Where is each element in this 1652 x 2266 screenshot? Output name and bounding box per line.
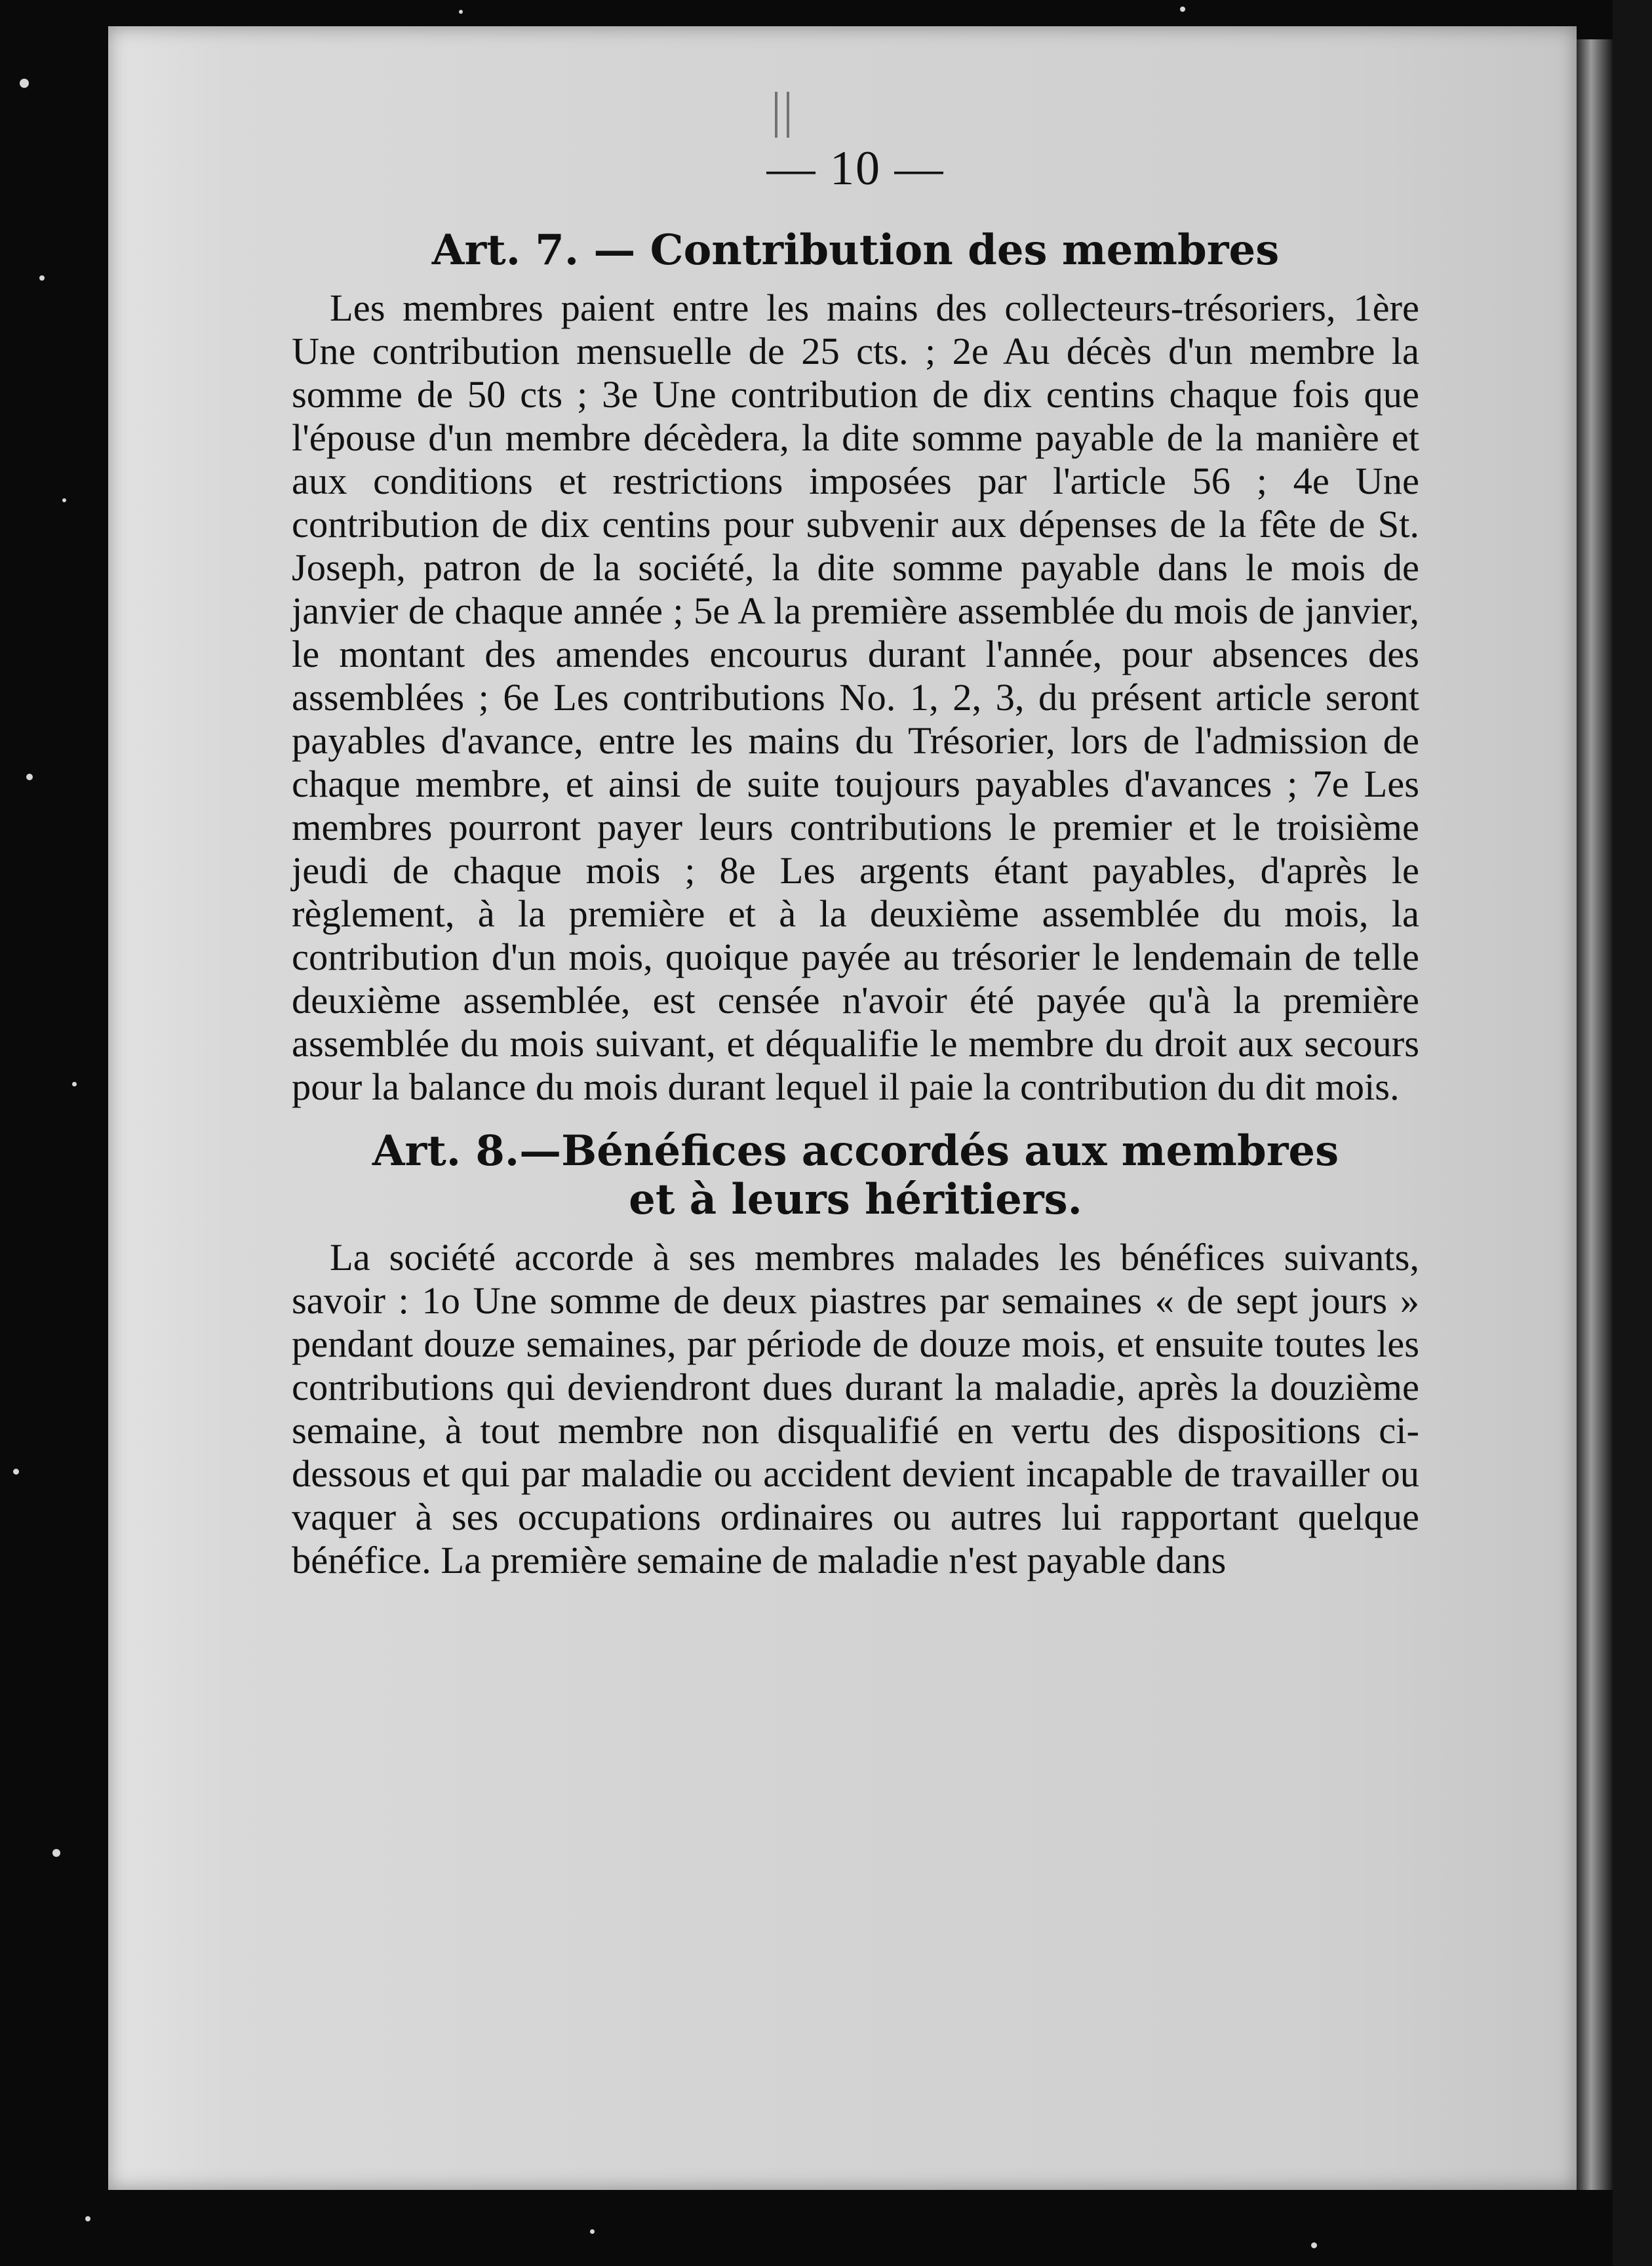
article-8-heading <box>292 1127 1419 1224</box>
article-8-heading-line-1: Art. 8.—Bénéfices accordés aux membres <box>372 1126 1339 1176</box>
scan-speck <box>1180 7 1185 12</box>
scan-speck <box>20 79 29 88</box>
scan-speck <box>39 275 45 281</box>
scan-speck <box>459 10 463 14</box>
scan-speck <box>72 1082 77 1086</box>
scan-border <box>1613 0 1652 2266</box>
page-content <box>292 141 1419 1600</box>
scan-speck <box>1311 2242 1317 2248</box>
page-number: — 10 — <box>766 142 945 195</box>
article-8-body: La société accorde à ses membres malades les bénéfices suivants, savoir : 1o Une somme de deux piastres par semaines « de sept jours » pendant douze semaines, par période de douze mois, et ensuite toutes les contributions qui deviendront dues durant la maladie, après la douzième semaine, à tout membre non disqualifié en vertu des dispositions ci-dessous et qui par maladie ou accident devient incapable de travailler ou vaquer à ses occupations ordinaires ou autres lui rapportant quelque bénéfice. La première semaine de maladie n'est payable dans <box>292 1236 1419 1581</box>
scan-speck <box>62 498 66 502</box>
fold-mark <box>775 92 789 138</box>
article-7-body: Les membres paient entre les mains des collecteurs-trésoriers, 1ère Une contribution mensuelle de 25 cts. ; 2e Au décès d'un membre la somme de 50 cts ; 3e Une contribution de dix centins chaque fois que l'épouse d'un membre décèdera, la dite somme payable de la manière et aux conditions et restrictions imposées par l'article 56 ; 4e Une contribution de dix centins pour subvenir aux dépenses de la fête de St. Joseph, patron de la société, la dite somme payable dans le mois de janvier de chaque année ; 5e A la première assemblée du mois de janvier, le montant des amendes encourus durant l'année, pour absences des assemblées ; 6e Les contributions No. 1, 2, 3, du présent article seront payables d'avance, entre les mains du Trésorier, lors de l'admission de chaque membre, et ainsi de suite toujours payables d'avances ; 7e Les membres pourront payer leurs contributions le premier et le troisième jeudi de chaque mois ; 8e Les argents étant payables, d'après le règlement, à la première et à la deuxième assemblée du mois, la contribution d'un mois, quoique payée au trésorier le lendemain de telle deuxième assemblée, est censée n'avoir été payée qu'à la première assemblée du mois suivant, et déqualifie le membre du droit aux secours pour la balance du mois durant lequel il paie la contribution du dit mois. <box>292 287 1419 1108</box>
scan-speck <box>26 774 33 780</box>
article-7-heading: Art. 7. — Contribution des membres <box>431 226 1280 275</box>
scan-speck <box>590 2229 595 2234</box>
article-8-heading-line-2: et à leurs héritiers. <box>629 1175 1082 1224</box>
page-edge-shadow <box>1577 39 1613 2190</box>
scan-speck <box>52 1849 60 1857</box>
scan-speck <box>13 1469 19 1475</box>
scan-speck <box>85 2216 90 2221</box>
